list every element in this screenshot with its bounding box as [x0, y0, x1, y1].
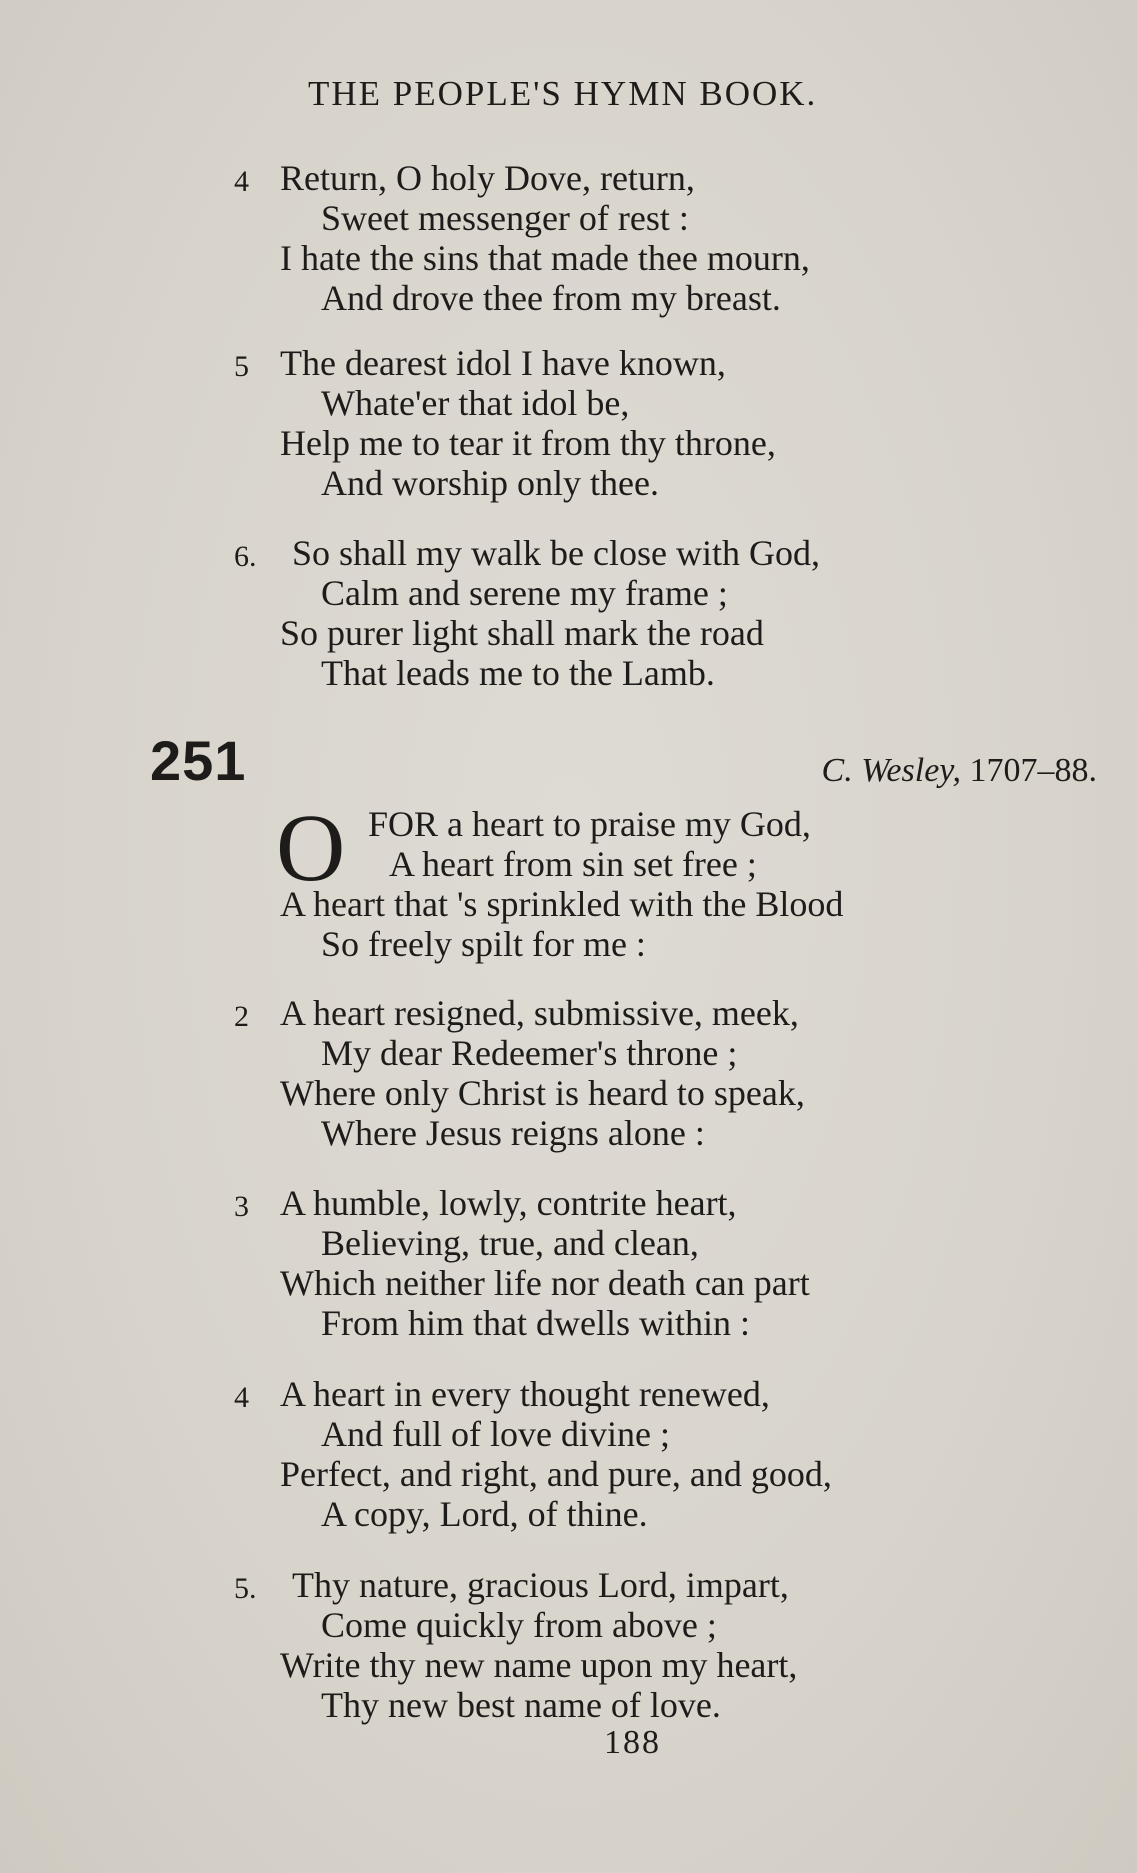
verse-line: Help me to tear it from thy throne, — [280, 423, 776, 463]
verse-line: Thy nature, gracious Lord, impart, — [292, 1565, 789, 1605]
verse-number: 4 — [234, 165, 249, 198]
verse-number: 4 — [234, 1381, 249, 1414]
verse-line: A heart resigned, submissive, meek, — [280, 993, 799, 1033]
verse-line: Where Jesus reigns alone : — [321, 1113, 705, 1153]
verse-line: From him that dwells within : — [321, 1303, 750, 1343]
verse-line: A heart from sin set free ; — [389, 844, 757, 884]
verse-line: My dear Redeemer's throne ; — [321, 1033, 738, 1073]
drop-cap: O — [276, 794, 346, 901]
verse-line: So freely spilt for me : — [321, 924, 646, 964]
verse-line: So purer light shall mark the road — [280, 613, 764, 653]
verse-line: Come quickly from above ; — [321, 1605, 717, 1645]
verse-line: Sweet messenger of rest : — [321, 198, 689, 238]
verse-line: So shall my walk be close with God, — [292, 533, 820, 573]
verse-line: Whate'er that idol be, — [321, 383, 630, 423]
verse-line: A humble, lowly, contrite heart, — [280, 1183, 737, 1223]
verse-line: Calm and serene my frame ; — [321, 573, 728, 613]
hymn-attribution — [822, 752, 1097, 790]
verse-line: Write thy new name upon my heart, — [280, 1645, 798, 1685]
verse-number: 5 — [234, 350, 249, 383]
verse-line: That leads me to the Lamb. — [321, 653, 715, 693]
verse-line: A copy, Lord, of thine. — [321, 1494, 648, 1534]
verse-line: And worship only thee. — [321, 463, 659, 503]
verse-number: 2 — [234, 1000, 249, 1033]
verse-line: And drove thee from my breast. — [321, 278, 781, 318]
page-number: 188 — [604, 1724, 661, 1761]
verse-line: Thy new best name of love. — [321, 1685, 721, 1725]
verse-line: Return, O holy Dove, return, — [280, 158, 695, 198]
hymn-author: C. Wesley, — [821, 752, 961, 789]
hymn-dates: 1707–88. — [969, 752, 1097, 789]
verse-line: A heart in every thought renewed, — [280, 1374, 770, 1414]
verse-line: Believing, true, and clean, — [321, 1223, 699, 1263]
verse-line: A heart that 's sprinkled with the Blood — [280, 884, 844, 924]
verse-number: 3 — [234, 1190, 249, 1223]
running-head: THE PEOPLE'S HYMN BOOK. — [308, 74, 818, 113]
verse-number: 5. — [234, 1572, 257, 1605]
verse-line: FOR a heart to praise my God, — [368, 804, 811, 844]
hymn-number: 251 — [150, 729, 247, 792]
verse-number: 6. — [234, 540, 257, 573]
verse-line: And full of love divine ; — [321, 1414, 670, 1454]
verse-line: The dearest idol I have known, — [280, 343, 726, 383]
verse-line: Perfect, and right, and pure, and good, — [280, 1454, 832, 1494]
verse-line: Where only Christ is heard to speak, — [280, 1073, 805, 1113]
verse-line: I hate the sins that made thee mourn, — [280, 238, 810, 278]
verse-line: Which neither life nor death can part — [280, 1263, 810, 1303]
